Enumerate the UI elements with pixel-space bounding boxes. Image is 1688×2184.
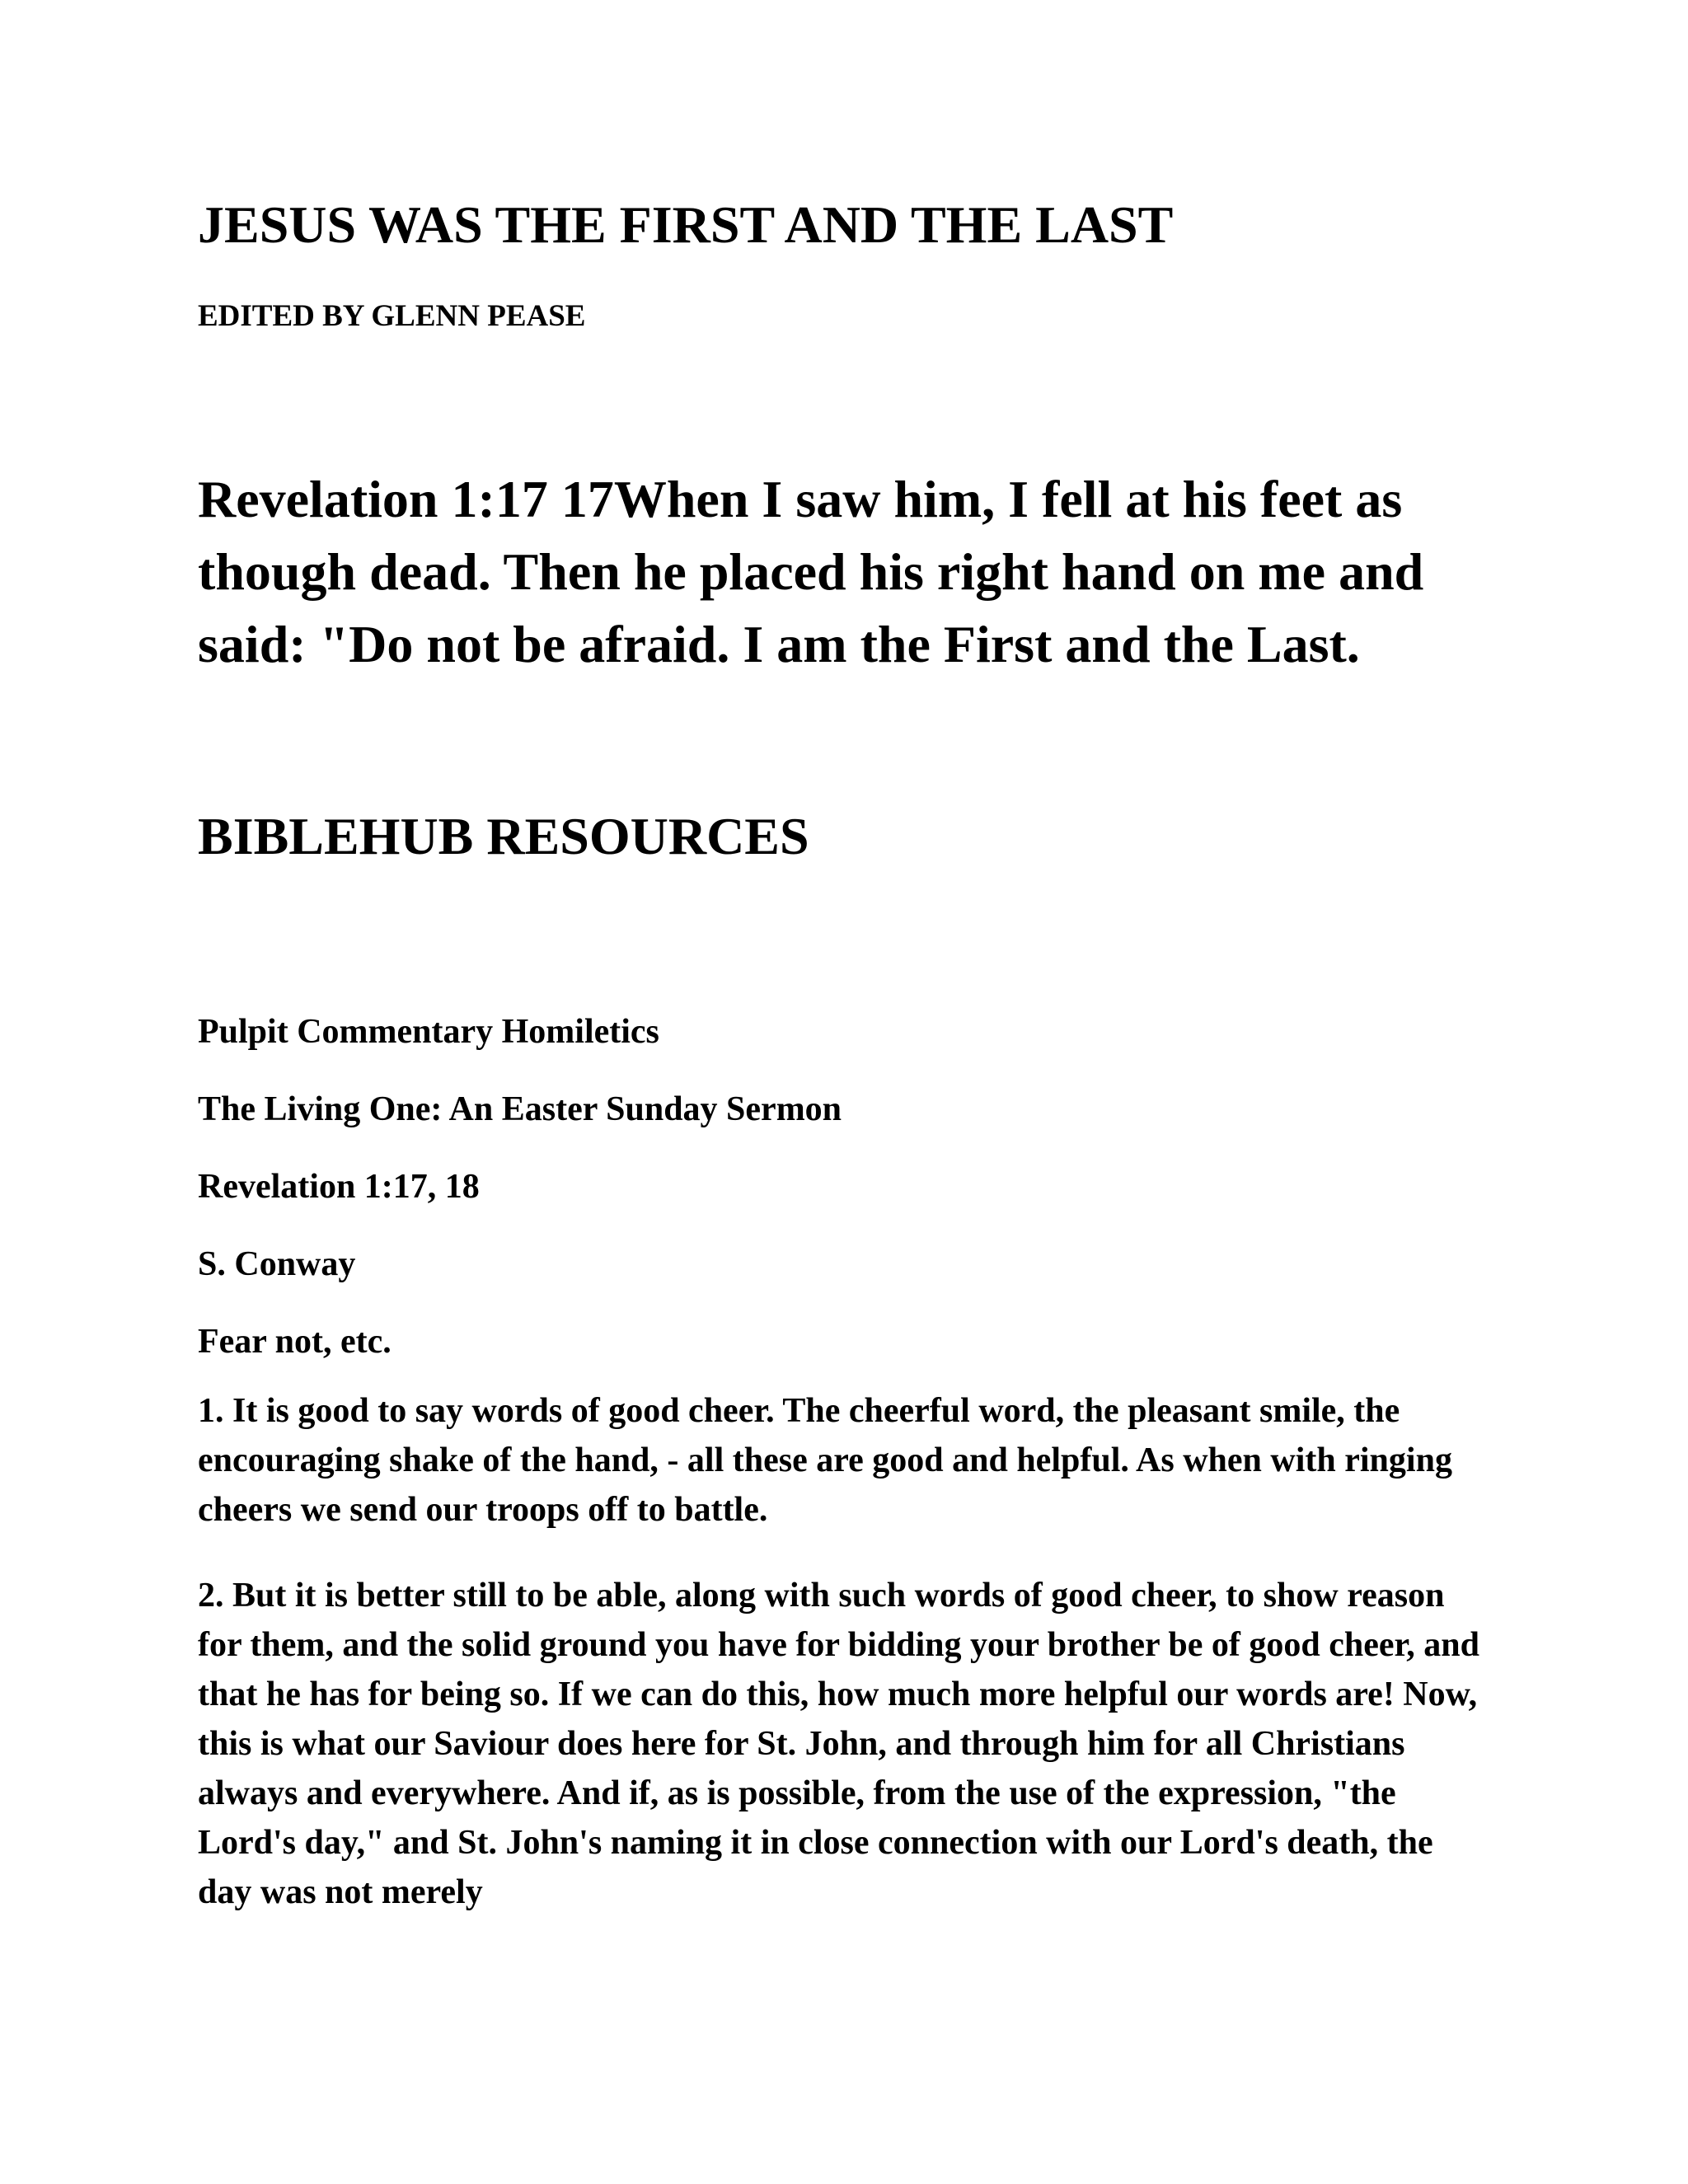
scripture-passage: Revelation 1:17 17When I saw him, I fell at his feet as though dead. Then he placed his right hand on me and said: "Do not be afraid. I am the First and the Last. [198,470,1424,673]
section-heading: BIBLEHUB RESOURCES [198,807,809,865]
paragraph-1: 1. It is good to say words of good cheer. The cheerful word, the pleasant smile, the encouraging shake of the hand, - all these are good and helpful. As when with ringing cheers we send our troops off to battle. [198,1392,1452,1529]
author-name: S. Conway [198,1245,356,1283]
text-heading: Fear not, etc. [198,1323,392,1361]
editor-credit: EDITED BY GLENN PEASE [198,299,586,333]
source-label: Pulpit Commentary Homiletics [198,1013,659,1051]
scripture-reference: Revelation 1:17, 18 [198,1168,480,1206]
paragraph-2: 2. But it is better still to be able, along with such words of good cheer, to show reason for them, and the solid ground you have for bidding your brother be of good cheer, and that he has for being so. If we can do this, how much more helpful our words are! Now, this is what our Saviour does here for St. John, and through him for all Christians always and everywhere. And if, as is possible, from the use of the expression, "the Lord's day," and St. John's naming it in close connection with our Lord's death, the day was not merely [198,1577,1480,1911]
document-title: JESUS WAS THE FIRST AND THE LAST [198,195,1174,254]
sermon-title: The Living One: An Easter Sunday Sermon [198,1090,842,1128]
